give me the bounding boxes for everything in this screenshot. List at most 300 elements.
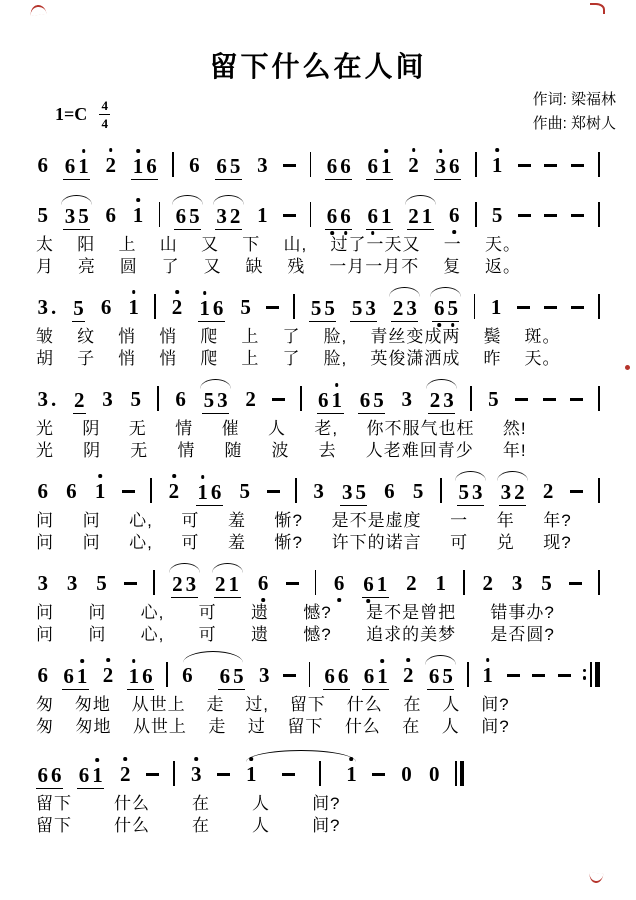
note-token (244, 754, 258, 794)
octave-up-dot (172, 474, 176, 478)
note-digits (104, 202, 118, 227)
octave-up-dot (486, 658, 490, 662)
note-token (181, 655, 195, 695)
lyric-syllable: 了 (161, 256, 180, 276)
duration-dash (544, 214, 557, 217)
note-token (448, 195, 462, 235)
note-digits (36, 570, 50, 595)
duration-dash (515, 398, 528, 401)
lyric-syllable: 心, (129, 532, 153, 552)
note-digit: 3 (37, 570, 48, 595)
note-token (358, 380, 385, 419)
note-digits (99, 294, 113, 319)
note-digits (490, 152, 504, 177)
note-token (36, 655, 50, 695)
note-digits (366, 153, 393, 180)
note-digits (362, 571, 389, 598)
duration-dash (532, 674, 545, 677)
barline (475, 152, 477, 177)
duration-dash (518, 214, 531, 217)
note-digit: 5 (240, 294, 251, 319)
note-token (104, 145, 118, 185)
octave-up-dot (132, 659, 136, 663)
lyric-syllable: 老, (314, 418, 339, 438)
note-digits (350, 295, 377, 322)
lyric-syllable: 缺 (245, 256, 264, 276)
note-token (174, 379, 188, 419)
note-token (36, 195, 50, 235)
octave-up-dot (407, 658, 411, 662)
lyric-syllable: 留下 (287, 716, 324, 736)
octave-up-dot (175, 290, 179, 294)
note-digits (63, 153, 90, 180)
note-token (36, 563, 50, 603)
note-digit: 2 (167, 481, 181, 502)
lyric-syllable: 斑。 (524, 326, 561, 346)
lyric-syllable: 遗 (250, 602, 269, 622)
note-digit: 6 (362, 574, 376, 595)
note-digit: 1 (421, 203, 433, 228)
note-digits (489, 294, 503, 319)
note-digits (218, 663, 245, 690)
note-token (481, 563, 495, 603)
lyric-syllable: 间? (312, 793, 341, 813)
note-digits (36, 152, 50, 177)
barline (166, 662, 168, 687)
note-digits (428, 387, 455, 414)
lyric-syllable: 鬓 (483, 326, 502, 346)
barline (159, 202, 161, 227)
lyric-syllable: 情 (175, 418, 194, 438)
lyric-syllable: 催 (221, 418, 240, 438)
octave-up-dot (203, 291, 207, 295)
octave-up-dot (201, 475, 205, 479)
note-token (256, 195, 270, 235)
note-digits (104, 152, 118, 177)
note-digit: 6 (339, 206, 353, 227)
note-digit: 6 (182, 662, 193, 687)
key-time-signature (55, 99, 110, 135)
note-digit: 2 (215, 571, 226, 596)
barline (295, 478, 297, 503)
note-digit: 1 (376, 666, 390, 687)
note-digit: 6 (146, 153, 157, 178)
notation-row (36, 467, 600, 511)
note-digits (77, 762, 104, 789)
note-digit: 3 (341, 479, 353, 504)
note-digits (256, 202, 270, 227)
lyric-syllable: 走 (208, 716, 227, 736)
note-digit: 6 (340, 153, 351, 178)
note-digit: 3 (511, 570, 523, 595)
barline (310, 152, 312, 177)
duration-dash (122, 490, 135, 493)
note-digit: 3 (37, 294, 48, 319)
note-token (118, 754, 132, 794)
lyric-syllable: 一 (450, 510, 469, 530)
note-digit: 5 (373, 387, 384, 412)
note-digits (101, 662, 115, 687)
note-digits (407, 152, 421, 177)
duration-dash (283, 214, 296, 217)
barline (172, 152, 174, 177)
lyric-syllable: 间? (481, 716, 510, 736)
note-digit: 2 (101, 665, 115, 686)
note-digits (400, 761, 414, 786)
lyric-syllable: 匆地 (74, 694, 111, 714)
lyrics-row (36, 257, 521, 277)
lyricist-credit: 作词: 梁福林 (532, 91, 616, 109)
lyric-syllable: 从世上 (131, 694, 186, 714)
lyric-syllable: 年 (496, 510, 515, 530)
octave-up-dot (106, 658, 110, 662)
lyric-syllable: 心, (140, 624, 165, 644)
note-digit: 6 (175, 386, 186, 411)
note-digits (332, 570, 346, 595)
note-digit: 5 (446, 298, 460, 319)
note-digit: 3 (406, 295, 417, 320)
note-digit: 6 (105, 202, 117, 227)
note-token (238, 471, 252, 511)
octave-up-dot (249, 757, 253, 761)
notation-row (36, 283, 600, 327)
octave-up-dot (98, 474, 102, 478)
note-token (309, 288, 336, 327)
duration-dash (518, 164, 531, 167)
note-digits (36, 294, 58, 319)
note-digits (72, 295, 86, 322)
lyric-syllable: 问 (82, 510, 101, 530)
note-token (366, 196, 393, 235)
lyric-syllable: 阴 (83, 440, 102, 460)
note-digits (127, 294, 141, 319)
lyric-syllable: 是不是虚度 (331, 510, 422, 530)
octave-down-dot (330, 231, 334, 235)
note-token (36, 379, 58, 419)
note-digits (400, 386, 414, 411)
note-digit: 2 (407, 155, 421, 176)
notation-row (36, 750, 465, 794)
note-digits (65, 478, 79, 503)
duration-dash (571, 214, 584, 217)
note-digit: . (51, 294, 57, 319)
note-token (214, 564, 241, 603)
note-digits (540, 570, 554, 595)
duration-dash (282, 773, 295, 776)
note-digits (36, 202, 50, 227)
note-digit: 6 (324, 663, 335, 688)
octave-up-dot (123, 757, 127, 761)
note-digits (366, 203, 393, 230)
note-token (131, 146, 158, 185)
note-digits (181, 662, 195, 687)
lyric-syllable: 山 (159, 234, 178, 254)
lyric-syllable: 间? (481, 694, 510, 714)
note-digit: 6 (142, 663, 153, 688)
note-digits (244, 761, 258, 786)
duration-dash (272, 398, 285, 401)
lyrics-row (36, 327, 561, 347)
lyric-syllable: 亮 (77, 256, 96, 276)
note-digit: 6 (448, 205, 462, 226)
lyric-syllable: 人 (252, 815, 271, 835)
note-digits (174, 203, 201, 230)
note-digit: 6 (78, 762, 90, 787)
duration-dash (570, 490, 583, 493)
note-token (218, 656, 245, 695)
note-digit: 3 (217, 387, 228, 412)
note-digits (36, 662, 50, 687)
note-digit: 2 (514, 479, 525, 504)
lyric-syllable: 圆 (119, 256, 138, 276)
barline (598, 202, 600, 227)
note-token (129, 379, 143, 419)
lyric-syllable: 英俊潇洒成 (370, 348, 461, 368)
note-digits (345, 761, 359, 786)
score-header (55, 88, 616, 135)
lyric-syllable: 上 (241, 348, 260, 368)
octave-up-dot (132, 290, 136, 294)
note-digit: 5 (78, 203, 89, 228)
score-system (36, 750, 600, 836)
lyric-syllable: 悄 (159, 348, 178, 368)
barline (598, 478, 600, 503)
lyric-syllable: 问 (82, 532, 101, 552)
lyric-syllable: 子 (77, 348, 96, 368)
lyric-syllable: 从世上 (132, 716, 187, 736)
octave-down-dot (451, 323, 455, 327)
barline (470, 386, 472, 411)
lyric-syllable: 什么 (114, 793, 151, 813)
note-digits (93, 478, 107, 503)
note-token (36, 755, 63, 794)
note-token (490, 145, 504, 185)
note-digit: 2 (118, 764, 132, 785)
lyric-syllable: 羞 (227, 532, 246, 552)
lyric-syllable: 脸, (323, 326, 348, 346)
note-digit: 6 (428, 663, 440, 688)
octave-up-dot (96, 758, 100, 762)
octave-up-dot (136, 198, 140, 202)
lyric-syllable: 遗 (250, 624, 269, 644)
lyric-syllable: 返。 (485, 256, 522, 276)
note-token (170, 287, 184, 327)
lyric-syllable: 无 (128, 418, 147, 438)
note-digit: 1 (198, 298, 212, 319)
note-digit: 1 (490, 294, 502, 319)
lyric-syllable: 什么 (346, 694, 383, 714)
time-signature-bottom: 4 (101, 115, 109, 131)
note-digits (170, 294, 184, 319)
time-signature-top: 4 (101, 98, 109, 114)
note-digits (174, 386, 188, 411)
note-digit: 1 (91, 765, 105, 786)
note-token (405, 563, 419, 603)
note-digit: . (51, 386, 57, 411)
note-token (198, 288, 225, 327)
note-digit: 6 (449, 153, 460, 178)
note-token (540, 563, 554, 603)
note-token (362, 656, 389, 695)
lyric-syllable: 光 (36, 418, 54, 438)
note-digits (481, 570, 495, 595)
octave-up-dot (439, 149, 443, 153)
octave-up-dot (495, 148, 499, 152)
note-digit: 6 (100, 294, 112, 319)
note-digit: 5 (239, 478, 250, 503)
note-token (62, 656, 89, 695)
lyric-syllable: 留下 (36, 815, 72, 835)
note-digit: 2 (402, 665, 416, 686)
note-token (541, 471, 555, 511)
print-artifact-icon (589, 872, 604, 883)
lyric-syllable: 然! (502, 418, 527, 438)
score-system (36, 375, 600, 461)
note-token (215, 146, 242, 185)
octave-up-dot (412, 148, 416, 152)
note-token (407, 196, 434, 235)
lyric-syllable: 可 (181, 510, 200, 530)
lyric-syllable: 你不服气也枉 (366, 418, 475, 438)
note-digit: 6 (37, 662, 48, 687)
repeat-end-barline (583, 662, 600, 687)
note-token (188, 145, 202, 185)
note-digits (340, 479, 367, 506)
note-digits (317, 387, 344, 414)
note-token (366, 146, 393, 185)
note-digit: 6 (189, 152, 200, 177)
note-digit: 3 (66, 570, 78, 595)
lyric-syllable: 现? (543, 532, 572, 552)
note-digits (167, 478, 181, 503)
note-digit: 3 (401, 386, 413, 411)
score-system (36, 283, 600, 369)
note-digit: 6 (63, 663, 74, 688)
lyrics-row (36, 235, 521, 255)
lyric-syllable: 可 (181, 532, 200, 552)
note-digits (448, 202, 462, 227)
lyric-syllable: 人老难回青少 (365, 440, 474, 460)
note-digit: 6 (366, 206, 380, 227)
note-digit: 5 (37, 202, 48, 227)
lyric-syllable: 问 (36, 532, 54, 552)
note-digit: 1 (381, 203, 392, 228)
lyric-syllable: 追求的美梦 (366, 624, 457, 644)
note-digit: 6 (359, 387, 371, 412)
note-digits (325, 153, 352, 180)
note-token (131, 195, 145, 235)
lyric-syllable: 悄 (118, 326, 137, 346)
note-digit: 3 (471, 479, 483, 504)
note-digits (63, 203, 90, 230)
note-token (407, 145, 421, 185)
note-token (36, 287, 58, 327)
octave-up-dot (109, 148, 113, 152)
note-token (323, 656, 350, 695)
note-token (317, 380, 344, 419)
note-digit: 2 (408, 203, 419, 228)
note-digits (541, 478, 555, 503)
note-digit: 5 (73, 295, 84, 320)
note-token (63, 196, 90, 235)
note-digits (189, 761, 203, 786)
note-digits (73, 387, 87, 414)
note-digit: 6 (66, 478, 77, 503)
note-token (239, 287, 253, 327)
octave-up-dot (82, 149, 86, 153)
barline (467, 662, 469, 687)
lyric-syllable: 胡 (36, 348, 54, 368)
lyric-syllable: 又 (203, 256, 222, 276)
note-token (499, 472, 526, 511)
note-digit: 3 (313, 478, 324, 503)
note-digit: 6 (256, 573, 270, 594)
note-digits (405, 570, 419, 595)
note-token (95, 563, 109, 603)
note-digit: 6 (37, 152, 48, 177)
note-token (36, 145, 50, 185)
credits (533, 88, 616, 135)
note-digits (127, 663, 154, 690)
note-digit: 5 (351, 295, 363, 320)
lyrics-row (36, 717, 510, 737)
lyric-syllable: 心, (129, 510, 153, 530)
note-digit: 3 (185, 571, 197, 596)
note-token (391, 288, 418, 327)
note-digit: 1 (244, 764, 258, 785)
note-token (65, 471, 79, 511)
note-digits (434, 570, 448, 595)
note-digit: 1 (330, 390, 344, 411)
note-token (63, 146, 90, 185)
note-digit: 3 (434, 156, 448, 177)
note-digit: 1 (228, 571, 240, 596)
note-digit: 1 (75, 666, 89, 687)
duration-dash (217, 773, 230, 776)
lyrics-row (36, 349, 561, 369)
note-digits (487, 386, 501, 411)
score-system (36, 467, 600, 553)
note-digits (257, 662, 271, 687)
note-digits (481, 662, 495, 687)
note-digit: 1 (376, 571, 388, 596)
barline (319, 761, 321, 786)
duration-dash (267, 490, 280, 493)
note-digit: 2 (429, 387, 441, 412)
score-system (36, 141, 600, 185)
note-digits (238, 478, 252, 503)
note-digit: 5 (130, 386, 142, 411)
print-artifact-icon (590, 3, 605, 14)
note-digits (36, 762, 63, 789)
lyric-syllable: 问 (88, 624, 107, 644)
duration-dash (283, 674, 296, 677)
note-digit: 5 (442, 663, 453, 688)
lyric-syllable: 下 (242, 234, 261, 254)
note-token (434, 146, 461, 185)
barline (463, 570, 465, 595)
note-digits (95, 570, 109, 595)
lyric-syllable: 脸, (323, 348, 348, 368)
lyric-syllable: 随 (224, 440, 243, 460)
note-token (257, 655, 271, 695)
note-digits (427, 761, 441, 786)
composer-credit: 作曲: 郑树人 (532, 114, 616, 132)
barline (598, 152, 600, 177)
lyric-syllable: 阴 (82, 418, 101, 438)
note-digit: 3 (189, 764, 203, 785)
note-digits (391, 295, 418, 322)
